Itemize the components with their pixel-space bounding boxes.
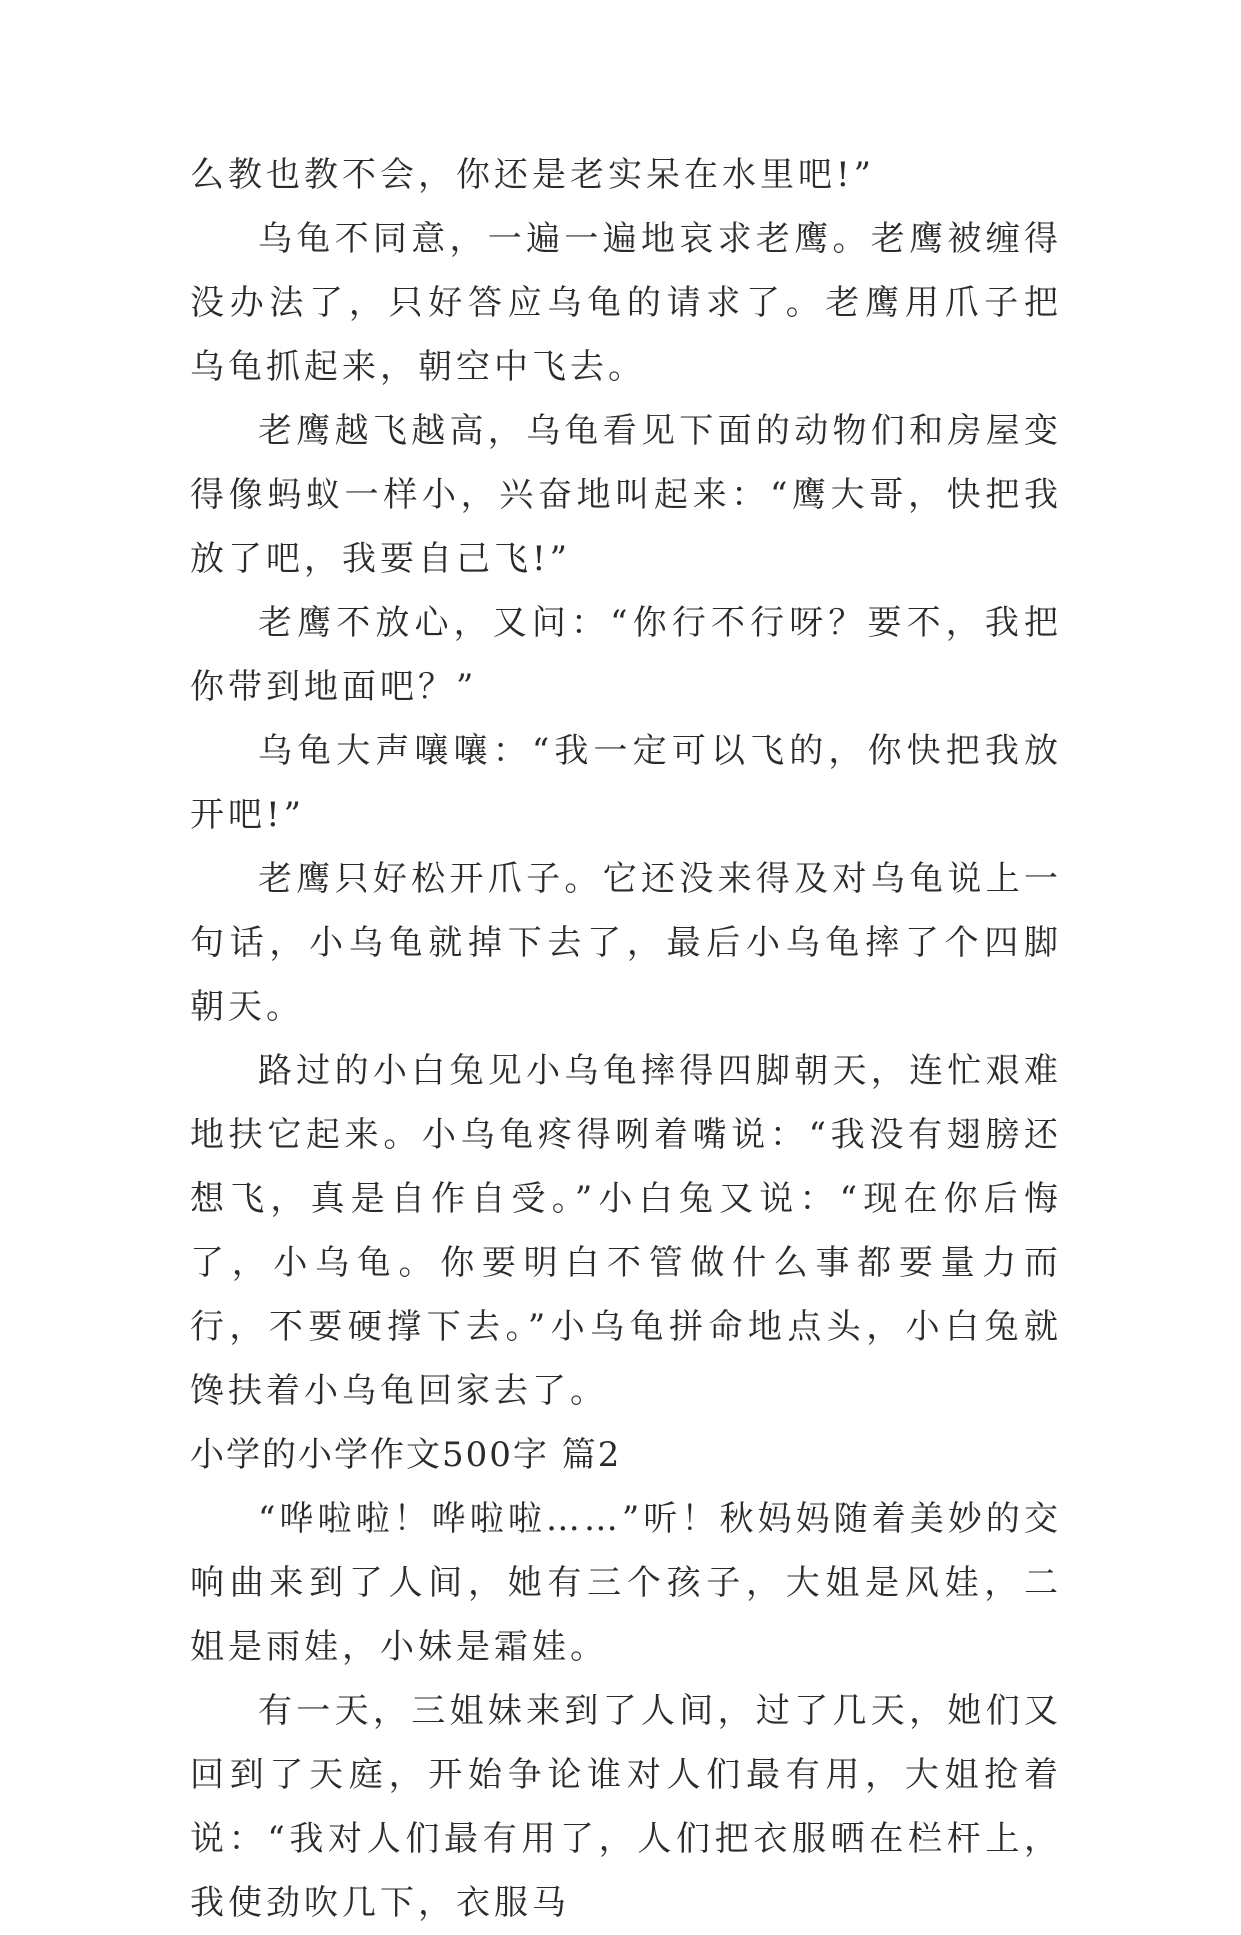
paragraph: 有一天，三姐妹来到了人间，过了几天，她们又回到了天庭，开始争论谁对人们最有用，大姐抢着说：“我对人们最有用了，人们把衣服晒在栏杆上，我使劲吹几下，衣服马	[190, 1691, 1062, 1923]
paragraph: “哗啦啦！哗啦啦……”听！秋妈妈随着美妙的交响曲来到了人间，她有三个孩子，大姐是风娃，二姐是雨娃，小妹是霜娃。	[190, 1499, 1062, 1667]
paragraph: 乌龟大声嚷嚷：“我一定可以飞的，你快把我放开吧!”	[190, 731, 1062, 835]
paragraph: 乌龟不同意，一遍一遍地哀求老鹰。老鹰被缠得没办法了，只好答应乌龟的请求了。老鹰用爪子把乌龟抓起来，朝空中飞去。	[190, 219, 1062, 387]
section-heading: 小学的小学作文500字 篇2	[190, 1435, 622, 1475]
paragraph: 路过的小白兔见小乌龟摔得四脚朝天，连忙艰难地扶它起来。小乌龟疼得咧着嘴说：“我没有翅膀还想飞，真是自作自受。”小白兔又说：“现在你后悔了，小乌龟。你要明白不管做什么事都要量力而行，不要硬撑下去。”小乌龟拼命地点头，小白兔就馋扶着小乌龟回家去了。	[190, 1051, 1062, 1411]
document-body	[190, 143, 1062, 1935]
paragraph: 老鹰不放心，又问：“你行不行呀？要不，我把你带到地面吧？”	[190, 603, 1062, 707]
paragraph: 老鹰越飞越高，乌龟看见下面的动物们和房屋变得像蚂蚁一样小，兴奋地叫起来：“鹰大哥，快把我放了吧，我要自己飞!”	[190, 411, 1062, 579]
paragraph-continued: 么教也教不会，你还是老实呆在水里吧!”	[190, 155, 876, 195]
paragraph: 老鹰只好松开爪子。它还没来得及对乌龟说上一句话，小乌龟就掉下去了，最后小乌龟摔了个四脚朝天。	[190, 859, 1062, 1027]
